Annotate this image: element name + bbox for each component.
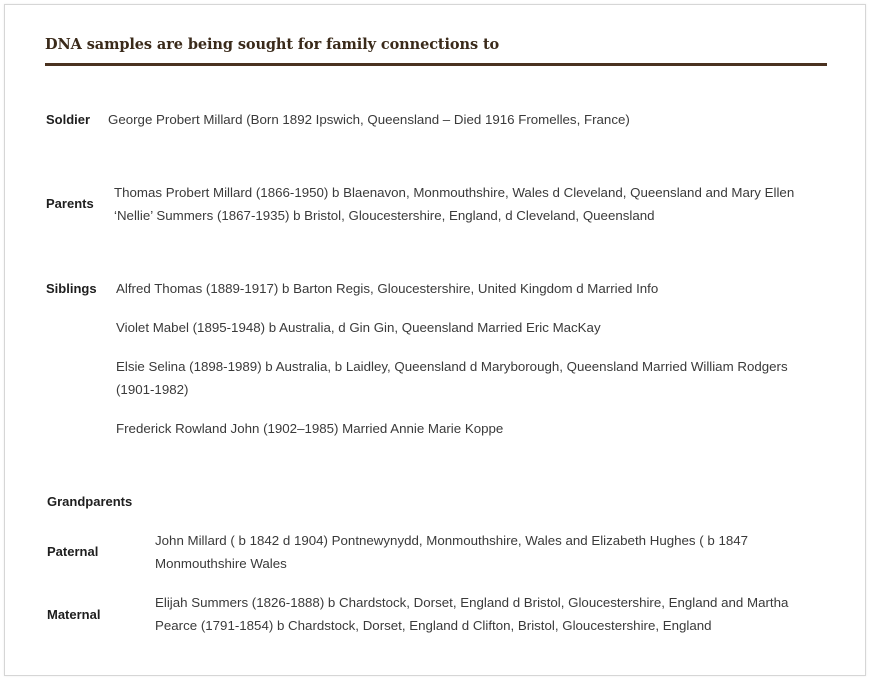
paternal-label: Paternal xyxy=(47,544,99,559)
maternal-label: Maternal xyxy=(47,607,101,622)
siblings-label: Siblings xyxy=(46,281,97,296)
parents-text: Thomas Probert Millard (1866-1950) b Blaenavon, Monmouthshire, Wales d Cleveland, Queensland and Mary Ellen ‘Nellie’ Summers (1867-1935) b Bristol, Gloucestershire, England, d Cleveland, Queensland xyxy=(114,185,795,223)
sibling-item: Frederick Rowland John (1902–1985) Married Annie Marie Koppe xyxy=(116,421,504,436)
grandparents-label: Grandparents xyxy=(47,494,133,509)
heading-divider xyxy=(45,63,827,66)
sibling-item: Violet Mabel (1895-1948) b Australia, d Gin Gin, Queensland Married Eric MacKay xyxy=(116,320,601,335)
soldier-label: Soldier xyxy=(46,112,91,127)
soldier-text: George Probert Millard (Born 1892 Ipswich, Queensland – Died 1916 Fromelles, France) xyxy=(108,112,630,127)
paternal-text: John Millard ( b 1842 d 1904) Pontnewynydd, Monmouthshire, Wales and Elizabeth Hughes ( b 1847 Monmouthshire Wales xyxy=(155,533,749,571)
maternal-text: Elijah Summers (1826-1888) b Chardstock, Dorset, England d Bristol, Gloucestershire, England and Martha Pearce (1791-1854) b Chardstock, Dorset, England d Clifton, Bristol, Gloucestershire, England xyxy=(155,595,789,633)
parents-label: Parents xyxy=(46,196,94,211)
content-card xyxy=(4,4,866,676)
page-title: DNA samples are being sought for family connections to xyxy=(45,36,500,53)
sibling-item: Elsie Selina (1898-1989) b Australia, b Laidley, Queensland d Maryborough, Queensland Married William Rodgers (1901-1982) xyxy=(116,359,788,397)
sibling-item: Alfred Thomas (1889-1917) b Barton Regis, Gloucestershire, United Kingdom d Married Info xyxy=(116,281,659,296)
